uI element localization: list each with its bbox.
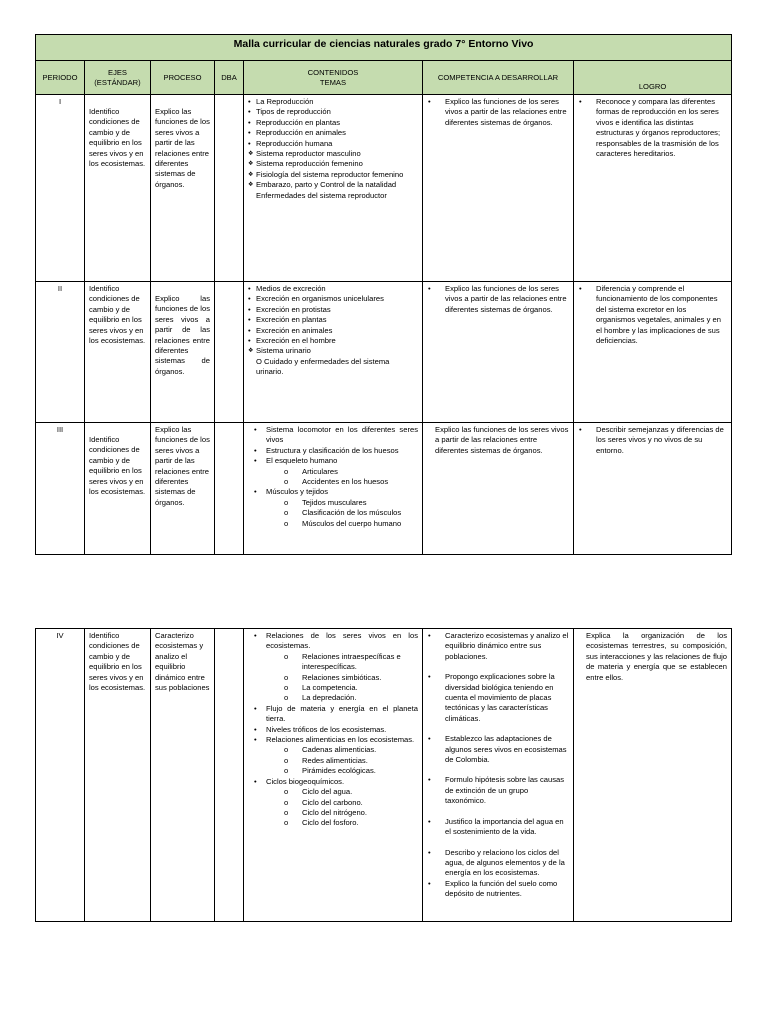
list-item: • Caracterizo ecosistemas y analizo el equilibrio dinámico entre sus poblaciones. (427, 631, 569, 662)
list-item: • Músculos y tejidos (248, 487, 418, 497)
period-row (36, 629, 732, 922)
list-item: • Sistema locomotor en los diferentes seres vivos (248, 425, 418, 446)
list-item: • Medios de excreción (248, 284, 418, 294)
dba-cell (215, 95, 244, 282)
list-item: o La competencia. (248, 683, 418, 693)
list-item: • Formulo hipótesis sobre las causas de extinción de un grupo taxonómico. (427, 775, 569, 806)
list-item: • Describo y relaciono los ciclos del agua, de algunos elementos y de la energía en los ecosistemas. (427, 848, 569, 879)
list-item: O Cuidado y enfermedades del sistema urinario. (256, 356, 390, 377)
period-row (36, 423, 732, 555)
logro-cell (574, 95, 732, 282)
temas-list (248, 631, 418, 829)
periodo-cell: I (36, 95, 85, 282)
temas-list (248, 97, 418, 201)
list-item: ❖ Embarazo, parto y Control de la natalidad (248, 180, 418, 190)
list-item: o Ciclo del fosforo. (248, 818, 418, 828)
header-row (36, 61, 732, 95)
list-item: o Pirámides ecológicas. (248, 766, 418, 776)
contenidos-cell (244, 423, 423, 555)
list-item: • Establezco las adaptaciones de algunos seres vivos en ecosistemas de Colombia. (427, 734, 569, 765)
list-item: • Relaciones de los seres vivos en los ecosistemas. (248, 631, 418, 652)
list-item: Explica la organización de los ecosistemas terrestres, su composición, sus interacciones y las relaciones de flujo de materia y energía que se establecen entre ellos. (586, 631, 727, 682)
list-item: • Reproducción en animales (248, 128, 418, 138)
list-item: o Ciclo del carbono. (248, 798, 418, 808)
eje-cell: Identifico condiciones de cambio y de equilibrio en los seres vivos y en los ecosistemas. (85, 423, 151, 555)
list-item: o Relaciones simbióticas. (248, 673, 418, 683)
list-item: • Excreción en organismos unicelulares (248, 294, 418, 304)
header-competencia: COMPETENCIA A DESARROLLAR (423, 61, 574, 95)
logro-cell (574, 423, 732, 555)
header-contenidos-line2: TEMAS (319, 77, 347, 87)
proceso-cell: Explico las funciones de los seres vivos a partir de las relaciones entre diferentes sistemas de órganos. (151, 95, 215, 282)
list-item: • Tipos de reproducción (248, 107, 418, 117)
proceso-cell: Caracterizo ecosistemas y analizo el equilibrio dinámico entre sus poblaciones (151, 629, 215, 922)
list-item: o Cadenas alimenticias. (248, 745, 418, 755)
list-item: • Flujo de materia y energía en el planeta tierra. (248, 704, 418, 725)
logro-list (578, 631, 727, 683)
dba-cell (215, 423, 244, 555)
competencia-list (427, 97, 569, 128)
list-item: o Ciclo del agua. (248, 787, 418, 797)
list-item: • Estructura y clasificación de los huesos (248, 446, 418, 456)
list-item: • Reproducción humana (248, 139, 418, 149)
list-item: • Excreción en protistas (248, 305, 418, 315)
list-item: • Excreción en plantas (248, 315, 418, 325)
list-item: • La Reproducción (248, 97, 418, 107)
competencia-cell (423, 423, 574, 555)
list-item: o Tejidos musculares (248, 498, 418, 508)
competencia-list (427, 425, 569, 456)
list-item: • Explico la función del suelo como depósito de nutrientes. (427, 879, 569, 900)
list-item: o Músculos del cuerpo humano (248, 519, 418, 529)
header-contenidos (244, 61, 423, 95)
dba-cell (215, 282, 244, 423)
list-item: • Reconoce y compara las diferentes formas de reproducción en los seres vivos e identifica las distintas estructuras y órganos reproductores; responsables de la trasmisión de los caracteres hereditarios. (578, 97, 727, 159)
list-item: • Reproducción en plantas (248, 118, 418, 128)
periodo-cell: III (36, 423, 85, 555)
contenidos-cell (244, 629, 423, 922)
header-ejes-line2: (ESTÁNDAR) (94, 77, 141, 87)
periodo-cell: II (36, 282, 85, 423)
competencia-list (427, 631, 569, 900)
list-item: • Excreción en animales (248, 326, 418, 336)
list-item: ❖ Fisiología del sistema reproductor femenino (248, 170, 418, 180)
list-item: Enfermedades del sistema reproductor (256, 190, 387, 200)
curriculum-table (35, 34, 732, 555)
header-dba: DBA (215, 61, 244, 95)
eje-cell: Identifico condiciones de cambio y de equilibrio en los seres vivos y en los ecosistemas. (85, 629, 151, 922)
header-logro: LOGRO (574, 61, 732, 95)
list-item: • Justifico la importancia del agua en el sostenimiento de la vida. (427, 817, 569, 838)
list-item: ❖ Sistema reproductor masculino (248, 149, 418, 159)
eje-cell: Identifico condiciones de cambio y de equilibrio en los seres vivos y en los ecosistemas. (85, 282, 151, 423)
temas-list (248, 425, 418, 529)
list-item: • Ciclos biogeoquímicos. (248, 777, 418, 787)
competencia-list (427, 284, 569, 315)
logro-cell (574, 629, 732, 922)
logro-cell (574, 282, 732, 423)
list-item: • Explico las funciones de los seres vivos a partir de las relaciones entre diferentes sistemas de órganos. (427, 284, 569, 315)
list-item: • Relaciones alimenticias en los ecosistemas. (248, 735, 418, 745)
proceso-cell: Explico las funciones de los seres vivos a partir de las relaciones entre diferentes sistemas de órganos. (151, 423, 215, 555)
list-item: ❖ Sistema urinario (248, 346, 418, 356)
list-item: • Niveles tróficos de los ecosistemas. (248, 725, 418, 735)
temas-list (248, 284, 418, 378)
proceso-cell: Explico las funciones de los seres vivos a partir de las relaciones entre diferentes sistemas de órganos. (151, 282, 215, 423)
list-item: • Diferencia y comprende el funcionamiento de los componentes del sistema excretor en los organismos vegetales, animales y en el hombre y las implicaciones de sus deficiencias. (578, 284, 727, 346)
list-item: • Explico las funciones de los seres vivos a partir de las relaciones entre diferentes sistemas de órganos. (427, 97, 569, 128)
dba-cell (215, 629, 244, 922)
header-proceso: PROCESO (151, 61, 215, 95)
logro-list (578, 425, 727, 456)
list-item: • Describir semejanzas y diferencias de los seres vivos y no vivos de su entorno. (578, 425, 727, 456)
list-item: o Ciclo del nitrógeno. (248, 808, 418, 818)
list-item: o Accidentes en los huesos (248, 477, 418, 487)
list-item: o Articulares (248, 467, 418, 477)
eje-cell: Identifico condiciones de cambio y de equilibrio en los seres vivos y en los ecosistemas. (85, 95, 151, 282)
contenidos-cell (244, 282, 423, 423)
list-item: ❖ Sistema reproducción femenino (248, 159, 418, 169)
list-item: • Propongo explicaciones sobre la diversidad biológica teniendo en cuenta el movimiento de placas tectónicas y las características climáticas. (427, 672, 569, 724)
page-title: Malla curricular de ciencias naturales grado 7° Entorno Vivo (36, 35, 732, 61)
list-item: o Relaciones intraespecíficas e interespecíficas. (248, 652, 418, 673)
header-periodo: PERIODO (36, 61, 85, 95)
logro-list (578, 284, 727, 346)
list-item: o Clasificación de los músculos (248, 508, 418, 518)
competencia-cell (423, 629, 574, 922)
list-item: o Redes alimenticias. (248, 756, 418, 766)
header-ejes (85, 61, 151, 95)
list-item: • El esqueleto humano (248, 456, 418, 466)
list-item: Explico las funciones de los seres vivos a partir de las relaciones entre diferentes sistemas de órganos. (435, 425, 569, 455)
header-contenidos-line1: CONTENIDOS (307, 67, 359, 77)
period-row (36, 282, 732, 423)
competencia-cell (423, 95, 574, 282)
curriculum-table-continued (35, 628, 732, 922)
header-ejes-line1: EJES (108, 67, 127, 77)
list-item: o La depredación. (248, 693, 418, 703)
periodo-cell: IV (36, 629, 85, 922)
period-row (36, 95, 732, 282)
contenidos-cell (244, 95, 423, 282)
competencia-cell (423, 282, 574, 423)
logro-list (578, 97, 727, 159)
list-item: • Excreción en el hombre (248, 336, 418, 346)
